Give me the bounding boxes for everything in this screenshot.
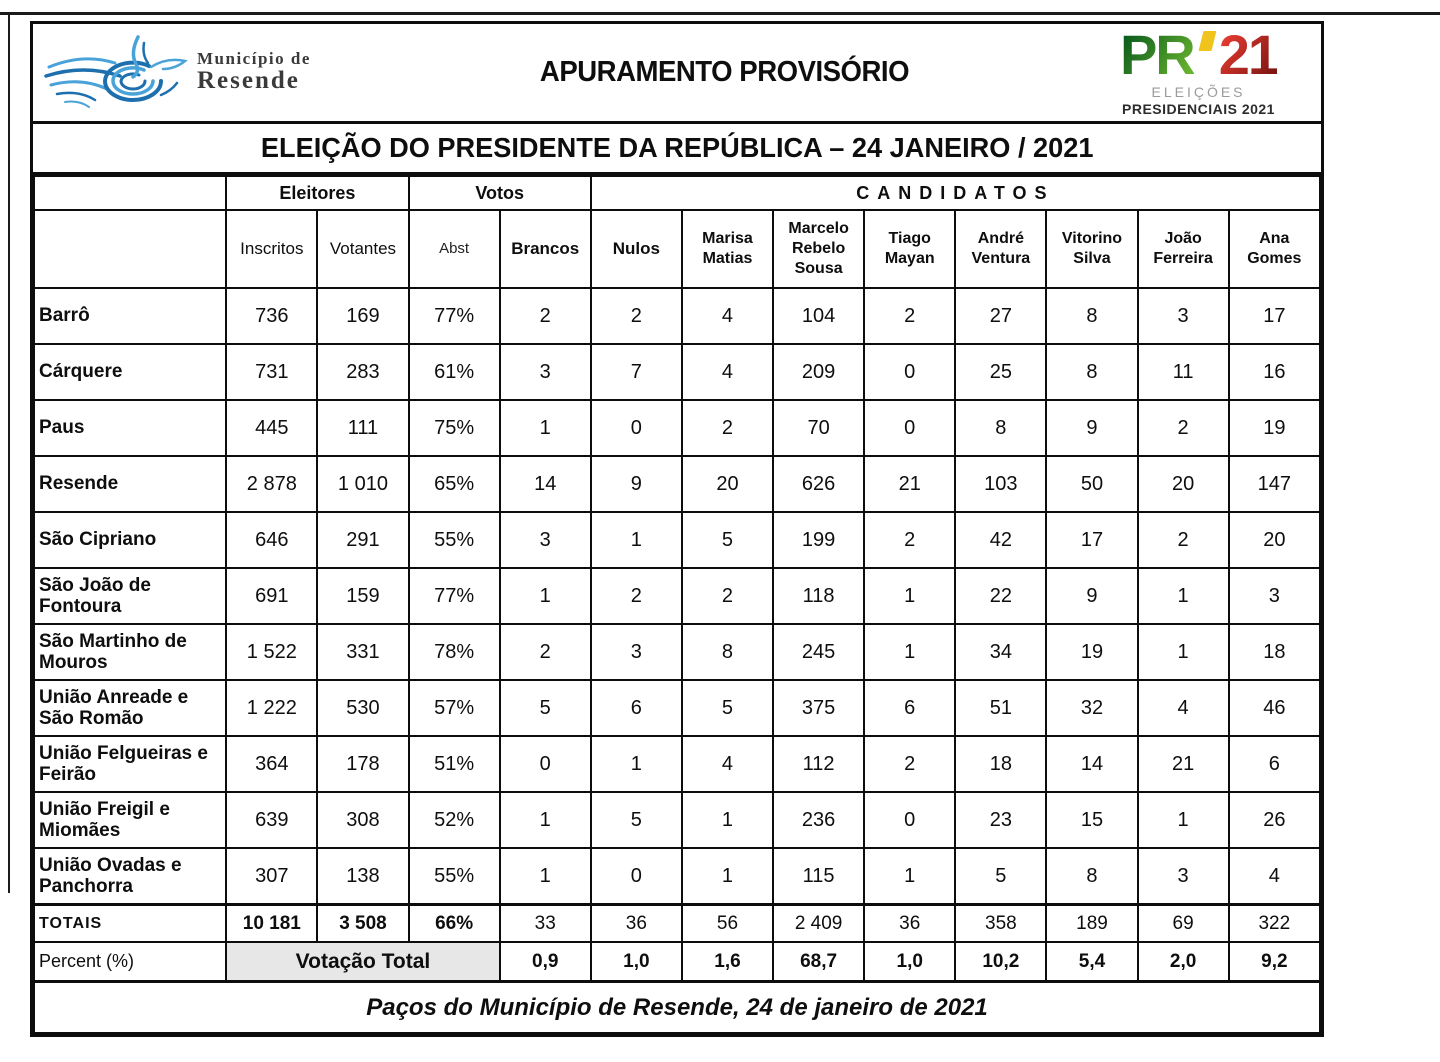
result-cell: 1 bbox=[864, 624, 955, 680]
result-cell: 178 bbox=[317, 736, 408, 792]
totals-cell: 56 bbox=[682, 905, 773, 943]
result-cell: 307 bbox=[226, 848, 317, 905]
result-cell: 46 bbox=[1229, 680, 1320, 736]
pr21-apostrophe-mark bbox=[1198, 31, 1216, 51]
table-row bbox=[34, 400, 1320, 456]
totals-cell: 358 bbox=[955, 905, 1046, 943]
result-cell: 0 bbox=[864, 344, 955, 400]
result-cell: 1 010 bbox=[317, 456, 408, 512]
result-cell: 138 bbox=[317, 848, 408, 905]
result-cell: 55% bbox=[409, 848, 500, 905]
column-header-brancos: Brancos bbox=[500, 210, 591, 288]
result-cell: 4 bbox=[682, 344, 773, 400]
result-cell: 4 bbox=[682, 288, 773, 344]
result-cell: 16 bbox=[1229, 344, 1320, 400]
result-cell: 3 bbox=[500, 344, 591, 400]
result-cell: 20 bbox=[682, 456, 773, 512]
parish-name: Barrô bbox=[34, 288, 226, 344]
result-cell: 1 222 bbox=[226, 680, 317, 736]
result-cell: 1 bbox=[682, 792, 773, 848]
parish-name: União Anreade e São Romão bbox=[34, 680, 226, 736]
result-cell: 6 bbox=[591, 680, 682, 736]
result-cell: 9 bbox=[1046, 568, 1137, 624]
result-cell: 5 bbox=[500, 680, 591, 736]
result-cell: 20 bbox=[1229, 512, 1320, 568]
result-cell: 199 bbox=[773, 512, 864, 568]
percent-cell: 9,2 bbox=[1229, 942, 1320, 982]
result-cell: 5 bbox=[682, 680, 773, 736]
result-cell: 2 bbox=[1138, 512, 1229, 568]
apuramento-title: APURAMENTO PROVISÓRIO bbox=[539, 56, 910, 88]
result-cell: 18 bbox=[955, 736, 1046, 792]
percent-cell: 10,2 bbox=[955, 942, 1046, 982]
column-header-vitorino-silva: Vitorino Silva bbox=[1046, 210, 1137, 288]
result-cell: 3 bbox=[1138, 848, 1229, 905]
result-cell: 26 bbox=[1229, 792, 1320, 848]
group-header-empty-cell bbox=[34, 176, 226, 210]
column-header-inscritos: Inscritos bbox=[226, 210, 317, 288]
pr21-subtitle-eleicoes: ELEIÇÕES bbox=[1151, 83, 1246, 100]
result-cell: 21 bbox=[864, 456, 955, 512]
table-row bbox=[34, 512, 1320, 568]
result-cell: 9 bbox=[1046, 400, 1137, 456]
result-cell: 14 bbox=[1046, 736, 1137, 792]
result-cell: 104 bbox=[773, 288, 864, 344]
result-cell: 61% bbox=[409, 344, 500, 400]
result-cell: 8 bbox=[1046, 344, 1137, 400]
municipality-name-line1: Município de bbox=[197, 49, 311, 69]
table-row bbox=[34, 456, 1320, 512]
result-cell: 1 bbox=[500, 848, 591, 905]
result-cell: 15 bbox=[1046, 792, 1137, 848]
election-title-bar bbox=[33, 124, 1321, 175]
result-cell: 11 bbox=[1138, 344, 1229, 400]
result-cell: 691 bbox=[226, 568, 317, 624]
pr21-year-text: 21 bbox=[1218, 23, 1278, 87]
percent-cell: 1,6 bbox=[682, 942, 773, 982]
result-cell: 2 bbox=[682, 568, 773, 624]
result-cell: 20 bbox=[1138, 456, 1229, 512]
result-cell: 0 bbox=[591, 400, 682, 456]
column-header-nulos: Nulos bbox=[591, 210, 682, 288]
totals-cell: 10 181 bbox=[226, 905, 317, 943]
result-cell: 42 bbox=[955, 512, 1046, 568]
result-cell: 147 bbox=[1229, 456, 1320, 512]
result-cell: 18 bbox=[1229, 624, 1320, 680]
result-cell: 2 878 bbox=[226, 456, 317, 512]
result-cell: 736 bbox=[226, 288, 317, 344]
result-cell: 52% bbox=[409, 792, 500, 848]
result-cell: 1 bbox=[591, 736, 682, 792]
result-cell: 2 bbox=[500, 288, 591, 344]
result-cell: 78% bbox=[409, 624, 500, 680]
result-cell: 1 bbox=[864, 568, 955, 624]
column-header-ana-gomes: Ana Gomes bbox=[1229, 210, 1320, 288]
pr21-subtitle-presidenciais: PRESIDENCIAIS 2021 bbox=[1122, 100, 1275, 117]
result-cell: 7 bbox=[591, 344, 682, 400]
result-cell: 291 bbox=[317, 512, 408, 568]
group-header-candidatos: CANDIDATOS bbox=[591, 176, 1320, 210]
result-cell: 2 bbox=[682, 400, 773, 456]
result-cell: 2 bbox=[500, 624, 591, 680]
result-cell: 4 bbox=[1138, 680, 1229, 736]
table-row bbox=[34, 288, 1320, 344]
parish-name: São Martinho de Mouros bbox=[34, 624, 226, 680]
result-cell: 34 bbox=[955, 624, 1046, 680]
percent-cell: 1,0 bbox=[864, 942, 955, 982]
result-cell: 445 bbox=[226, 400, 317, 456]
result-cell: 51 bbox=[955, 680, 1046, 736]
totals-cell: 2 409 bbox=[773, 905, 864, 943]
result-cell: 8 bbox=[1046, 288, 1137, 344]
table-row bbox=[34, 568, 1320, 624]
column-header-joao-ferreira: João Ferreira bbox=[1138, 210, 1229, 288]
table-row bbox=[34, 680, 1320, 736]
result-cell: 3 bbox=[1229, 568, 1320, 624]
result-cell: 1 522 bbox=[226, 624, 317, 680]
result-cell: 5 bbox=[682, 512, 773, 568]
parish-name: União Ovadas e Panchorra bbox=[34, 848, 226, 905]
parish-name: São João de Fontoura bbox=[34, 568, 226, 624]
result-cell: 4 bbox=[682, 736, 773, 792]
parish-name: São Cipriano bbox=[34, 512, 226, 568]
result-cell: 0 bbox=[500, 736, 591, 792]
result-cell: 50 bbox=[1046, 456, 1137, 512]
parish-name: Cárquere bbox=[34, 344, 226, 400]
result-cell: 8 bbox=[955, 400, 1046, 456]
totals-cell: 322 bbox=[1229, 905, 1320, 943]
column-header-andre-ventura: André Ventura bbox=[955, 210, 1046, 288]
group-header-votos: Votos bbox=[409, 176, 591, 210]
result-cell: 21 bbox=[1138, 736, 1229, 792]
result-cell: 19 bbox=[1046, 624, 1137, 680]
result-cell: 0 bbox=[864, 792, 955, 848]
result-cell: 1 bbox=[591, 512, 682, 568]
result-cell: 14 bbox=[500, 456, 591, 512]
column-header-marisa-matias: Marisa Matias bbox=[682, 210, 773, 288]
result-cell: 6 bbox=[1229, 736, 1320, 792]
parish-name: Paus bbox=[34, 400, 226, 456]
sheet-header bbox=[33, 24, 1321, 124]
result-cell: 19 bbox=[1229, 400, 1320, 456]
result-cell: 530 bbox=[317, 680, 408, 736]
result-cell: 9 bbox=[591, 456, 682, 512]
percent-cell: 0,9 bbox=[500, 942, 591, 982]
result-cell: 111 bbox=[317, 400, 408, 456]
result-cell: 6 bbox=[864, 680, 955, 736]
result-cell: 118 bbox=[773, 568, 864, 624]
scan-edge-top-line bbox=[0, 12, 1440, 15]
result-cell: 0 bbox=[591, 848, 682, 905]
municipality-name-line2: Resende bbox=[197, 67, 300, 95]
result-cell: 70 bbox=[773, 400, 864, 456]
parish-name: Resende bbox=[34, 456, 226, 512]
result-cell: 1 bbox=[1138, 792, 1229, 848]
result-cell: 731 bbox=[226, 344, 317, 400]
result-cell: 1 bbox=[500, 568, 591, 624]
result-cell: 77% bbox=[409, 568, 500, 624]
totals-cell: 69 bbox=[1138, 905, 1229, 943]
result-cell: 5 bbox=[591, 792, 682, 848]
column-header-tiago-mayan: Tiago Mayan bbox=[864, 210, 955, 288]
result-cell: 159 bbox=[317, 568, 408, 624]
table-row bbox=[34, 624, 1320, 680]
result-cell: 646 bbox=[226, 512, 317, 568]
result-cell: 32 bbox=[1046, 680, 1137, 736]
result-cell: 308 bbox=[317, 792, 408, 848]
municipality-water-swirl-icon bbox=[43, 29, 193, 117]
scan-edge-left-line bbox=[8, 13, 10, 893]
result-cell: 27 bbox=[955, 288, 1046, 344]
column-header-row bbox=[34, 210, 1320, 288]
totals-cell: 189 bbox=[1046, 905, 1137, 943]
percent-cell: 68,7 bbox=[773, 942, 864, 982]
result-cell: 75% bbox=[409, 400, 500, 456]
pr21-wordmark bbox=[1086, 23, 1311, 87]
result-cell: 23 bbox=[955, 792, 1046, 848]
result-cell: 2 bbox=[864, 512, 955, 568]
result-cell: 4 bbox=[1229, 848, 1320, 905]
municipality-name bbox=[197, 50, 311, 94]
result-cell: 0 bbox=[864, 400, 955, 456]
result-cell: 25 bbox=[955, 344, 1046, 400]
table-row bbox=[34, 792, 1320, 848]
results-table bbox=[33, 175, 1321, 1034]
totals-row bbox=[34, 905, 1320, 943]
footer-text: Paços do Município de Resende, 24 de janeiro de 2021 bbox=[34, 982, 1320, 1034]
result-cell: 245 bbox=[773, 624, 864, 680]
totals-cell: 36 bbox=[591, 905, 682, 943]
result-cell: 2 bbox=[591, 568, 682, 624]
result-cell: 1 bbox=[500, 792, 591, 848]
election-title: ELEIÇÃO DO PRESIDENTE DA REPÚBLICA – 24 JANEIRO / 2021 bbox=[260, 132, 1094, 163]
result-cell: 2 bbox=[1138, 400, 1229, 456]
result-cell: 209 bbox=[773, 344, 864, 400]
result-cell: 639 bbox=[226, 792, 317, 848]
result-cell: 626 bbox=[773, 456, 864, 512]
result-cell: 169 bbox=[317, 288, 408, 344]
result-cell: 65% bbox=[409, 456, 500, 512]
result-cell: 2 bbox=[864, 288, 955, 344]
table-row bbox=[34, 344, 1320, 400]
result-cell: 2 bbox=[591, 288, 682, 344]
result-cell: 283 bbox=[317, 344, 408, 400]
result-cell: 3 bbox=[500, 512, 591, 568]
table-row bbox=[34, 736, 1320, 792]
totals-cell: 36 bbox=[864, 905, 955, 943]
percent-row bbox=[34, 942, 1320, 982]
pr21-pr-text: PR bbox=[1119, 23, 1194, 87]
result-cell: 1 bbox=[1138, 624, 1229, 680]
result-cell: 2 bbox=[864, 736, 955, 792]
percent-cell: 5,4 bbox=[1046, 942, 1137, 982]
result-cell: 364 bbox=[226, 736, 317, 792]
result-cell: 57% bbox=[409, 680, 500, 736]
result-cell: 77% bbox=[409, 288, 500, 344]
result-cell: 17 bbox=[1229, 288, 1320, 344]
result-cell: 103 bbox=[955, 456, 1046, 512]
result-cell: 1 bbox=[500, 400, 591, 456]
result-cell: 8 bbox=[682, 624, 773, 680]
group-header-row bbox=[34, 176, 1320, 210]
percent-cell: 2,0 bbox=[1138, 942, 1229, 982]
result-cell: 115 bbox=[773, 848, 864, 905]
result-cell: 8 bbox=[1046, 848, 1137, 905]
result-cell: 236 bbox=[773, 792, 864, 848]
percent-cell: 1,0 bbox=[591, 942, 682, 982]
result-cell: 5 bbox=[955, 848, 1046, 905]
municipality-logo-block bbox=[33, 29, 363, 117]
votacao-total-cell: Votação Total bbox=[226, 942, 499, 982]
totals-cell: 3 508 bbox=[317, 905, 408, 943]
column-header-marcelo-rebelo-sousa: Marcelo Rebelo Sousa bbox=[773, 210, 864, 288]
result-cell: 51% bbox=[409, 736, 500, 792]
result-cell: 1 bbox=[1138, 568, 1229, 624]
result-cell: 55% bbox=[409, 512, 500, 568]
result-cell: 3 bbox=[1138, 288, 1229, 344]
footer-row bbox=[34, 982, 1320, 1034]
parish-name: União Felgueiras e Feirão bbox=[34, 736, 226, 792]
result-cell: 3 bbox=[591, 624, 682, 680]
column-header-votantes: Votantes bbox=[317, 210, 408, 288]
totals-cell: 66% bbox=[409, 905, 500, 943]
results-sheet bbox=[30, 21, 1324, 1037]
result-cell: 375 bbox=[773, 680, 864, 736]
totals-cell: 33 bbox=[500, 905, 591, 943]
result-cell: 1 bbox=[864, 848, 955, 905]
table-row bbox=[34, 848, 1320, 905]
result-cell: 17 bbox=[1046, 512, 1137, 568]
group-header-eleitores: Eleitores bbox=[226, 176, 408, 210]
pr21-logo bbox=[1086, 23, 1321, 117]
totals-label: TOTAIS bbox=[34, 905, 226, 943]
column-header-abst: Abst bbox=[409, 210, 500, 288]
percent-label: Percent (%) bbox=[34, 942, 226, 982]
result-cell: 1 bbox=[682, 848, 773, 905]
result-cell: 112 bbox=[773, 736, 864, 792]
parish-name: União Freigil e Miomães bbox=[34, 792, 226, 848]
result-cell: 331 bbox=[317, 624, 408, 680]
result-cell: 22 bbox=[955, 568, 1046, 624]
column-header-empty-cell bbox=[34, 210, 226, 288]
